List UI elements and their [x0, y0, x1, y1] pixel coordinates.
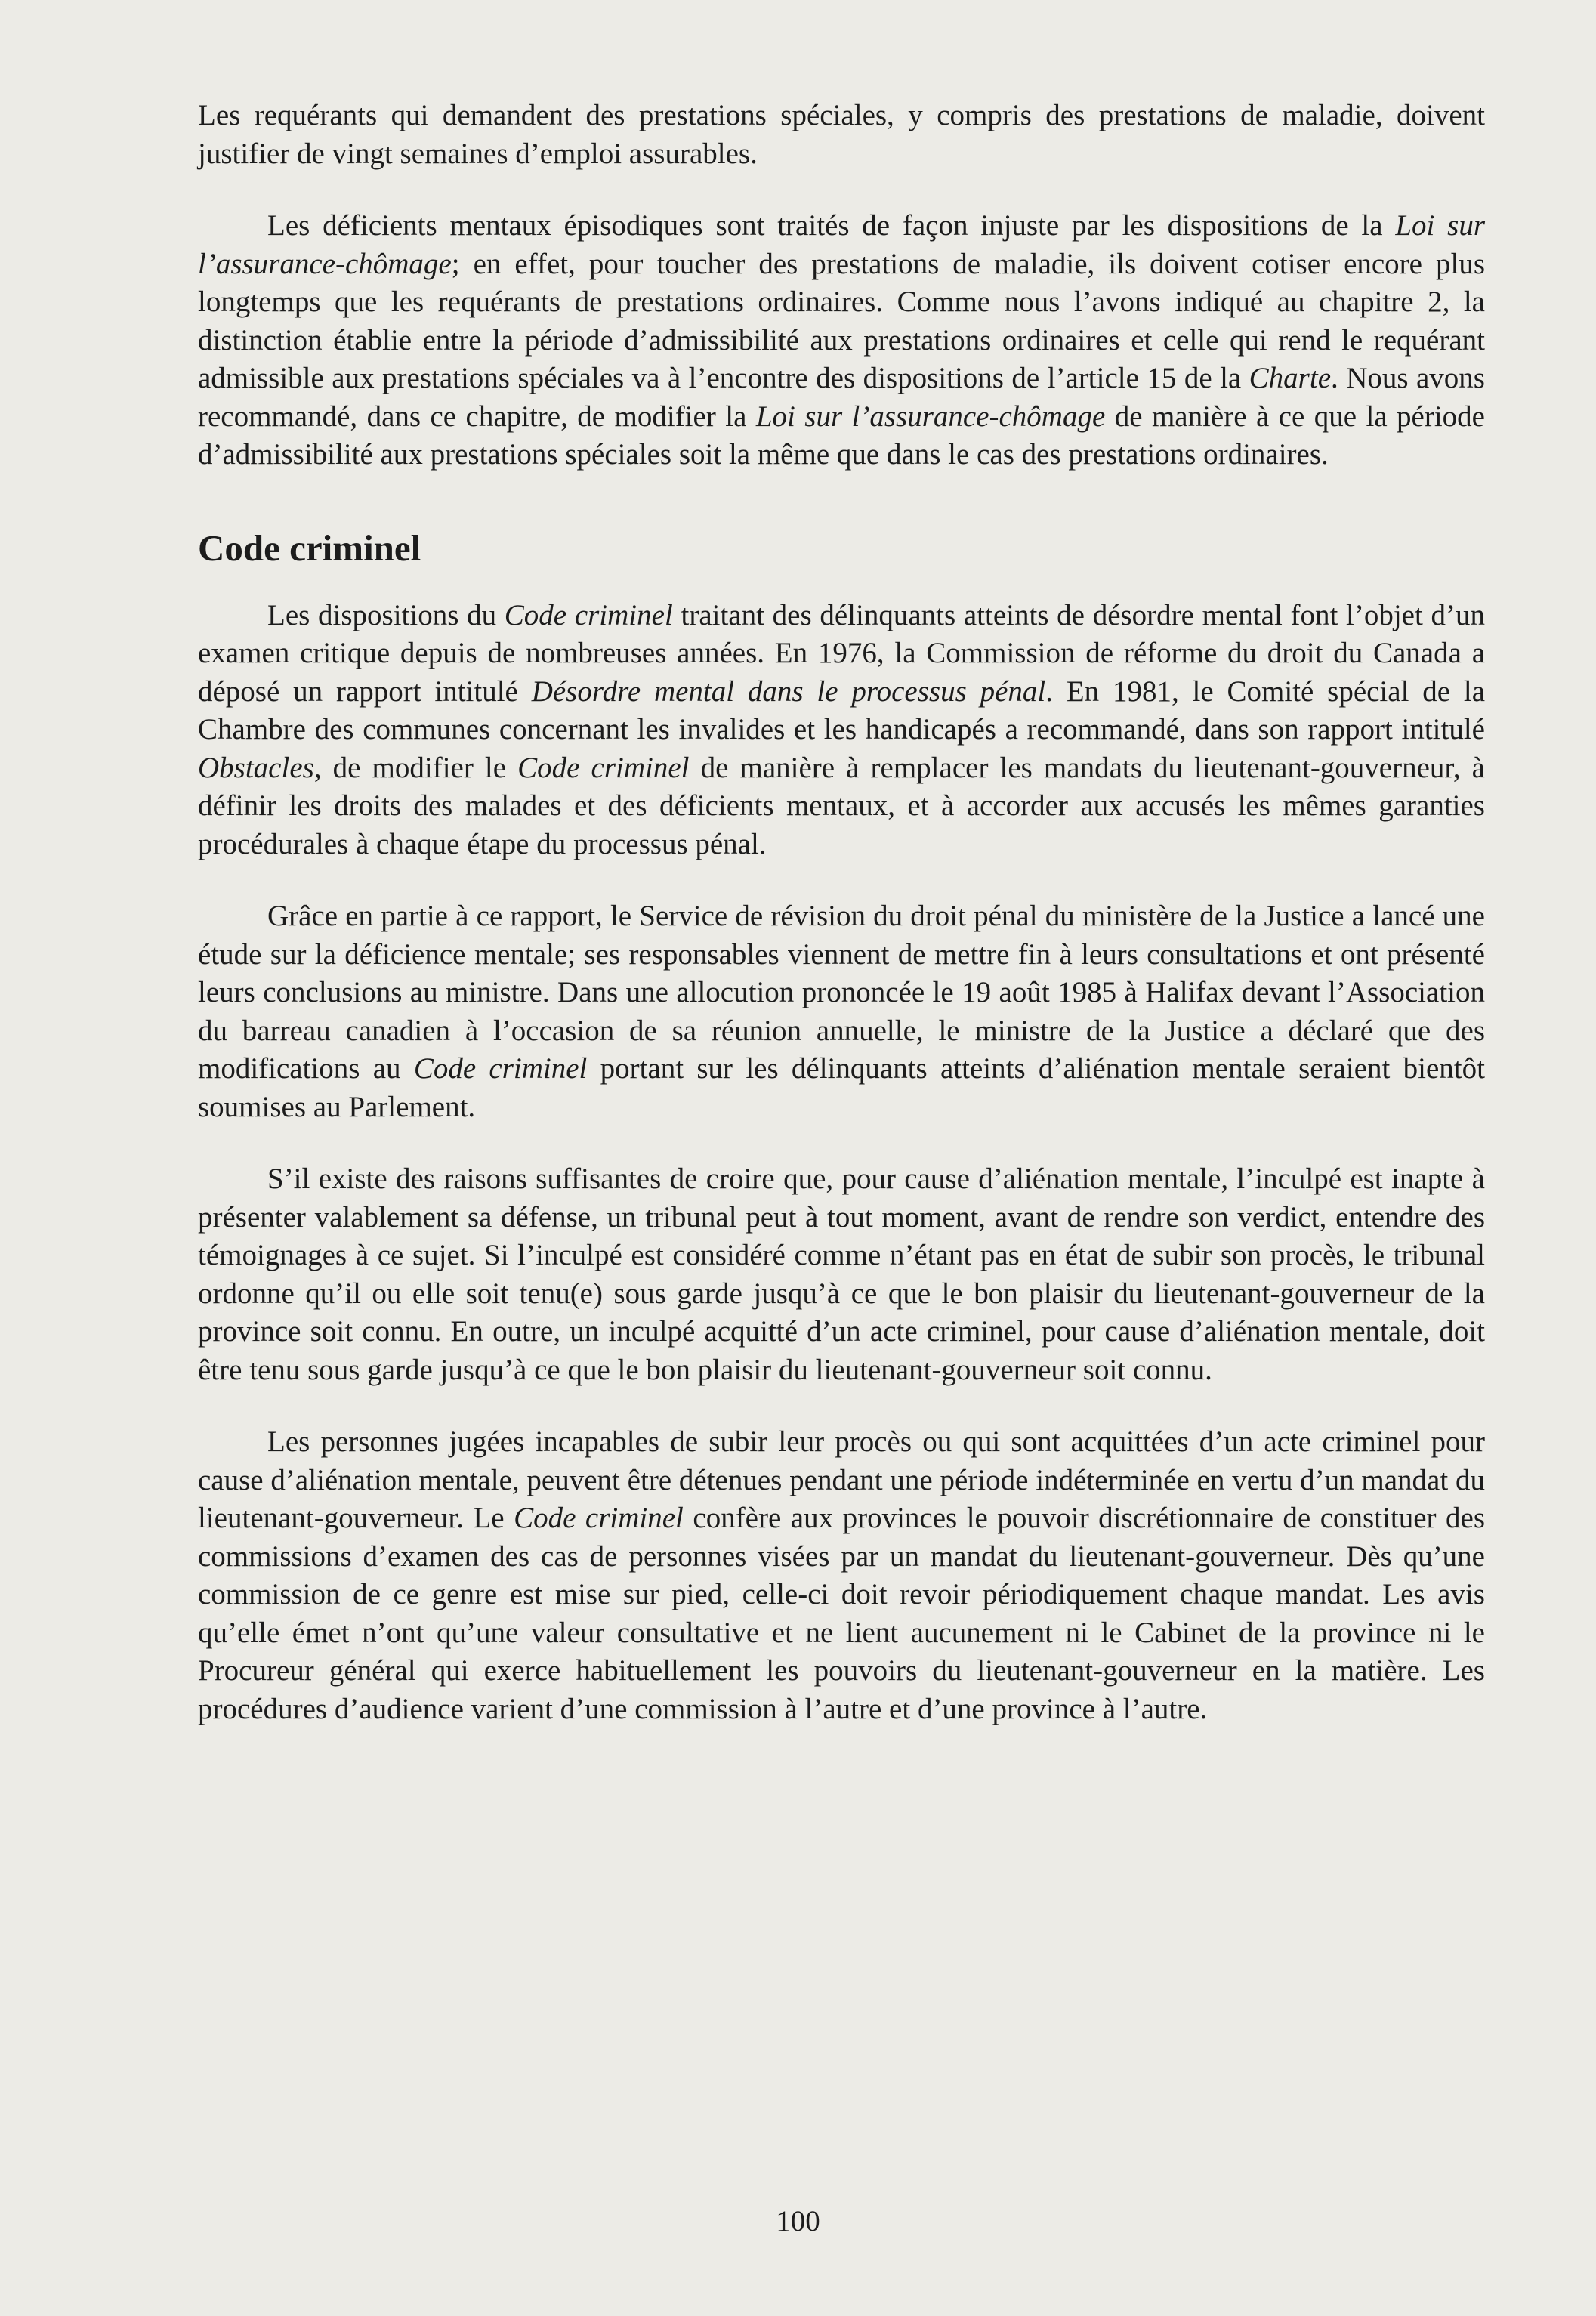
- text-run: confère aux provinces le pouvoir discrétionnaire de constituer des commissions d’examen des cas de personnes visées par un mandat du lieutenant-gouverneur. Dès qu’une commission de ce genre est mise sur pied, celle-ci doit revoir périodiquement chaque mandat. Les avis qu’elle émet n’ont qu’une valeur consultative et ne lient aucunement ni le Cabinet de la province ni le Procureur général qui exerce habituellement les pouvoirs du lieutenant-gouverneur en la matière. Les procédures d’audience varient d’une commission à l’autre et d’une province à l’autre.: [198, 1502, 1485, 1725]
- text-run: Grâce en partie à ce rapport, le Service de révision du droit pénal du ministère de la Justice a lancé une étude sur la déficience mentale; ses responsables viennent de mettre fin à leurs consultations et ont présenté leurs conclusions au ministre. Dans une allocution prononcée le 19 août 1985 à Halifax devant l’Association du barreau canadien à l’occasion de sa réunion annuelle, le ministre de la Justice a déclaré que des modifications au: [198, 900, 1485, 1085]
- text-run: de manière à remplacer les mandats du lieutenant-gouverneur, à définir les droits des malades et des déficients mentaux, et à accorder aux accusés les mêmes garanties procédurales à chaque étape du processus pénal.: [198, 751, 1485, 860]
- text-run: de manière à ce que la période d’admissibilité aux prestations spéciales soit la même que dans le cas des prestations ordinaires.: [198, 400, 1485, 471]
- paragraph-5: [198, 1160, 1485, 1389]
- text-run: Les requérants qui demandent des prestations spéciales, y compris des prestations de maladie, doivent justifier de vingt semaines d’emploi assurables.: [198, 99, 1485, 170]
- paragraph-2: [198, 207, 1485, 474]
- page-content: [198, 97, 1485, 1728]
- paragraph-1: [198, 97, 1485, 173]
- italic-title-text: Désordre mental dans le processus pénal: [531, 675, 1046, 708]
- text-run: S’il existe des raisons suffisantes de croire que, pour cause d’aliénation mentale, l’inculpé est inapte à présenter valablement sa défense, un tribunal peut à tout moment, avant de rendre son verdict, entendre des témoignages à ce sujet. Si l’inculpé est considéré comme n’étant pas en état de subir son procès, le tribunal ordonne qu’il ou elle soit tenu(e) sous garde jusqu’à ce que le bon plaisir du lieutenant-gouverneur de la province soit connu. En outre, un inculpé acquitté d’un acte criminel, pour cause d’aliénation mentale, doit être tenu sous garde jusqu’à ce que le bon plaisir du lieutenant-gouverneur soit connu.: [198, 1163, 1485, 1386]
- text-run: Les déficients mentaux épisodiques sont traités de façon injuste par les dispositions de la: [267, 209, 1396, 242]
- paragraph-4: [198, 897, 1485, 1126]
- italic-title-text: Code criminel: [413, 1052, 588, 1085]
- text-run: Les personnes jugées incapables de subir leur procès ou qui sont acquittées d’un acte criminel pour cause d’aliénation mentale, peuvent être détenues pendant une période indéterminée en vertu d’un mandat du lieutenant-gouverneur. Le: [198, 1425, 1485, 1534]
- italic-title-text: Code criminel: [504, 598, 673, 631]
- text-run: , de modifier le: [313, 751, 518, 784]
- italic-title-text: Code criminel: [514, 1502, 684, 1534]
- text-run: . Nous avons recommandé, dans ce chapitre, de modifier la: [198, 362, 1485, 433]
- italic-title-text: Loi sur l’assurance-chômage: [198, 209, 1485, 280]
- section-heading: Code criminel: [198, 527, 421, 569]
- paragraph-6: [198, 1423, 1485, 1728]
- page-number: 100: [776, 2205, 820, 2237]
- text-run: . En 1981, le Comité spécial de la Chambre des communes concernant les invalides et les handicapés a recommandé, dans son rapport intitulé: [198, 675, 1486, 746]
- text-run: ; en effet, pour toucher des prestations de maladie, ils doivent cotiser encore plus longtemps que les requérants de prestations ordinaires. Comme nous l’avons indiqué au chapitre 2, la distinction établie entre la période d’admissibilité aux prestations ordinaires et celle qui rend le requérant admissible aux prestations spéciales va à l’encontre des dispositions de l’article 15 de la: [198, 247, 1485, 394]
- italic-title-text: Loi sur l’assurance-chômage: [755, 400, 1106, 433]
- paragraph-3: [198, 597, 1485, 864]
- text-run: traitant des délinquants atteints de désordre mental font l’objet d’un examen critique depuis de nombreuses années. En 1976, la Commission de réforme du droit du Canada a déposé un rapport intitulé: [198, 598, 1486, 708]
- italic-title-text: Obstacles: [198, 751, 314, 784]
- text-run: Les dispositions du: [267, 598, 505, 631]
- italic-title-text: Code criminel: [517, 751, 690, 784]
- italic-title-text: Charte: [1249, 362, 1332, 394]
- text-run: portant sur les délinquants atteints d’aliénation mentale seraient bientôt soumises au Parlement.: [198, 1052, 1485, 1123]
